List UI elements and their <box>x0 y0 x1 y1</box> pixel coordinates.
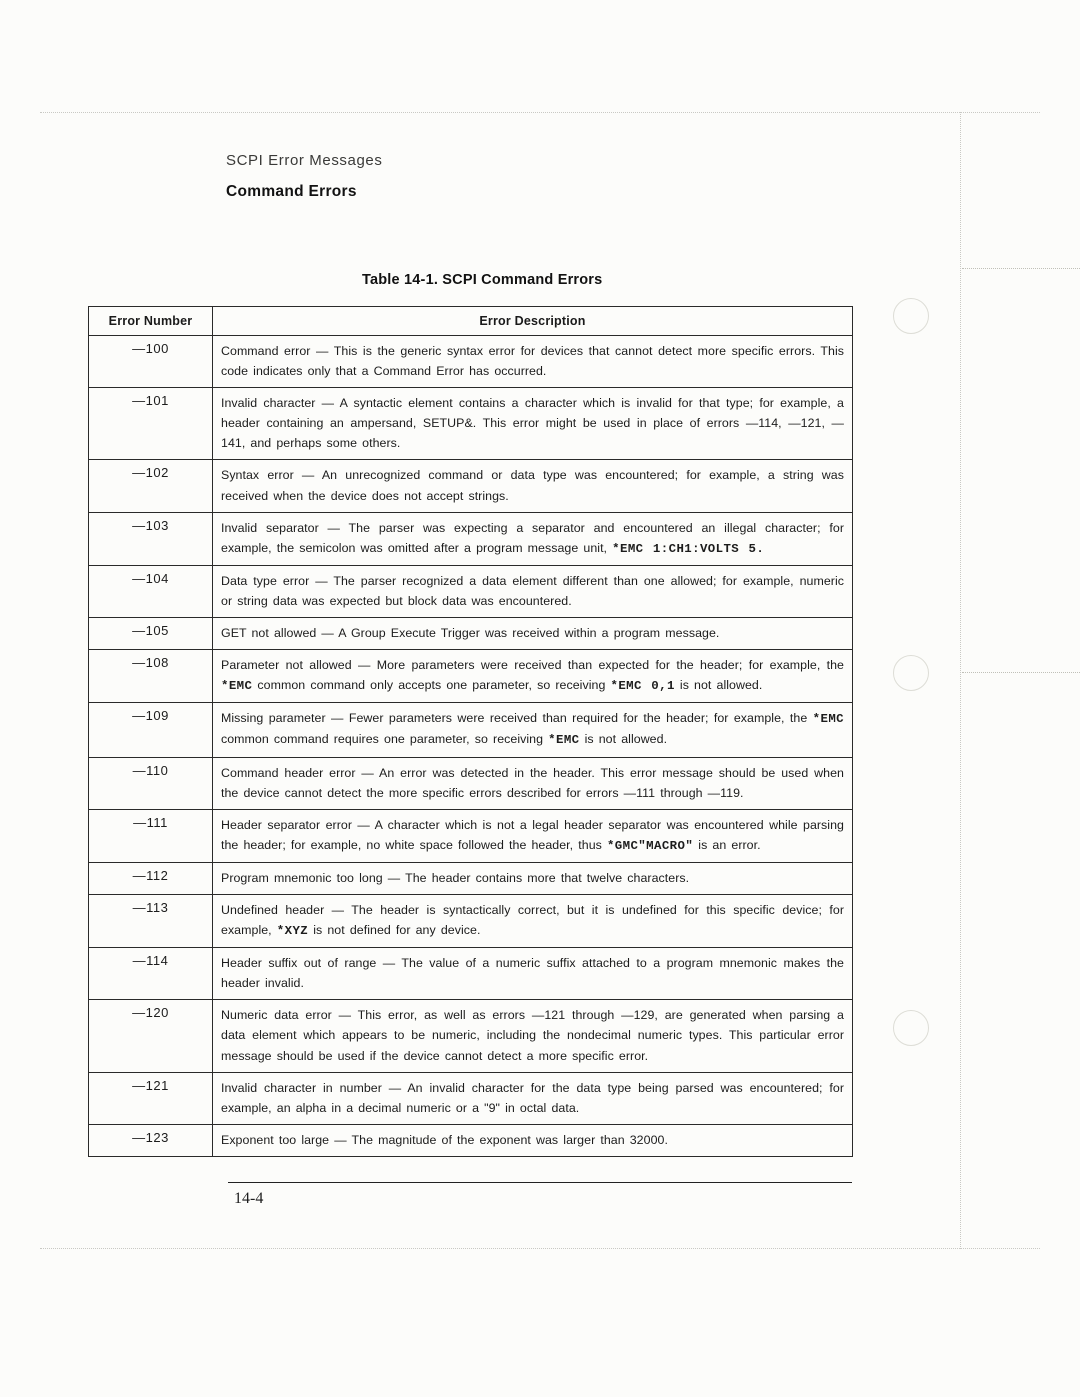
description-text: Undefined header — The header is syntactically correct, but it is undefined for this specific device; for example, <box>221 902 844 938</box>
description-text: Command error — This is the generic syntax error for devices that cannot detect more specific errors. This code indicates only that a Command Error has occurred. <box>221 344 844 379</box>
error-number-cell: —101 <box>89 388 213 460</box>
table-row <box>89 618 853 650</box>
description-text: Data type error — The parser recognized a data element different than one allowed; for example, numeric or string data was expected but block data was encountered. <box>221 573 844 608</box>
description-text: Numeric data error — This error, as well as errors —121 through —129, are generated when parsing a data element which appears to be numeric, including the nondecimal numeric types. This particular error message should be used if the device cannot detect a more specific error. <box>221 1008 844 1063</box>
description-text: Syntax error — An unrecognized command or data type was encountered; for example, a string was received when the device does not accept strings. <box>221 468 844 503</box>
table-row <box>89 757 853 809</box>
error-number-cell: —110 <box>89 757 213 809</box>
table-row <box>89 512 853 565</box>
description-text: Invalid character — A syntactic element contains a character which is invalid for that type; for example, a header containing an ampersand, SETUP&. This error might be used in place of errors —114, —121, —141, and perhaps some others. <box>221 396 844 451</box>
error-description-cell <box>213 618 853 650</box>
description-text: Parameter not allowed — More parameters were received than expected for the header; for example, the <box>221 658 844 673</box>
error-number-cell: —105 <box>89 618 213 650</box>
table-row <box>89 565 853 617</box>
scpi-command-errors-table <box>88 306 853 1157</box>
code-literal: *XYZ <box>276 924 309 939</box>
error-description-cell <box>213 565 853 617</box>
error-number-cell: —102 <box>89 460 213 512</box>
table-row <box>89 894 853 947</box>
running-head: SCPI Error Messages <box>226 152 383 169</box>
error-number-cell: —104 <box>89 565 213 617</box>
error-description-cell <box>213 894 853 947</box>
table-row <box>89 650 853 703</box>
code-literal: *GMC"MACRO" <box>606 838 694 853</box>
description-text: GET not allowed — A Group Execute Trigger was received within a program message. <box>221 626 720 641</box>
table-row <box>89 336 853 388</box>
column-header-error-number: Error Number <box>89 307 213 336</box>
error-number-cell: —114 <box>89 948 213 1000</box>
table-row <box>89 460 853 512</box>
error-description-cell <box>213 388 853 460</box>
description-text: is not defined for any device. <box>308 923 481 938</box>
description-text: is an error. <box>693 837 761 852</box>
section-title: Command Errors <box>226 183 357 200</box>
error-number-cell: —113 <box>89 894 213 947</box>
error-description-cell <box>213 650 853 703</box>
code-literal: *EMC <box>812 712 844 727</box>
description-text: Header separator error — A character which is not a legal header separator was encountered while parsing the header; for example, no white space followed the header, thus <box>221 817 844 852</box>
description-text: common command requires one parameter, so receiving <box>221 732 549 747</box>
table-row <box>89 1000 853 1072</box>
description-text: Command header error — An error was detected in the header. This error message should be used when the device cannot detect the more specific errors described for errors —111 through —119. <box>221 765 844 800</box>
description-text: Invalid separator — The parser was expecting a separator and encountered an illegal character; for example, the semicolon was omitted after a program message unit, <box>221 520 844 555</box>
error-description-cell <box>213 862 853 894</box>
table-row <box>89 1072 853 1124</box>
description-text: Exponent too large — The magnitude of the exponent was larger than 32000. <box>221 1132 668 1147</box>
description-text: Header suffix out of range — The value of a numeric suffix attached to a program mnemonic makes the header invalid. <box>221 956 844 991</box>
table-caption: Table 14-1. SCPI Command Errors <box>362 272 603 288</box>
table-row <box>89 388 853 460</box>
table-row <box>89 809 853 862</box>
error-number-cell: —121 <box>89 1072 213 1124</box>
description-text: Program mnemonic too long — The header contains more that twelve characters. <box>221 870 690 885</box>
error-description-cell <box>213 948 853 1000</box>
error-number-cell: —108 <box>89 650 213 703</box>
error-description-cell <box>213 512 853 565</box>
error-number-cell: —120 <box>89 1000 213 1072</box>
error-description-cell <box>213 1072 853 1124</box>
error-description-cell <box>213 1124 853 1156</box>
error-number-cell: —100 <box>89 336 213 388</box>
error-description-cell <box>213 757 853 809</box>
code-literal: *EMC 0,1 <box>610 679 675 694</box>
table-row <box>89 948 853 1000</box>
error-description-cell <box>213 809 853 862</box>
description-text: is not allowed. <box>674 678 763 693</box>
error-description-cell <box>213 703 853 757</box>
error-number-cell: —111 <box>89 809 213 862</box>
error-description-cell <box>213 336 853 388</box>
code-literal: *EMC 1:CH1:VOLTS 5. <box>612 541 765 556</box>
table-row <box>89 1124 853 1156</box>
table-header-row <box>89 307 853 336</box>
code-literal: *EMC <box>548 733 580 748</box>
column-header-error-description: Error Description <box>213 307 853 336</box>
description-text: is not allowed. <box>579 732 668 747</box>
error-number-cell: —103 <box>89 512 213 565</box>
code-literal: *EMC <box>221 679 253 694</box>
page-number: 14-4 <box>234 1190 264 1207</box>
error-description-cell <box>213 460 853 512</box>
error-number-cell: —109 <box>89 703 213 757</box>
table-row <box>89 703 853 757</box>
error-description-cell <box>213 1000 853 1072</box>
description-text: Missing parameter — Fewer parameters were received than required for the header; for example, the <box>221 711 813 726</box>
error-number-cell: —123 <box>89 1124 213 1156</box>
description-text: Invalid character in number — An invalid character for the data type being parsed was encountered; for example, an alpha in a decimal numeric or a "9" in octal data. <box>221 1080 844 1115</box>
table-row <box>89 862 853 894</box>
error-number-cell: —112 <box>89 862 213 894</box>
description-text: common command only accepts one parameter, so receiving <box>252 678 611 693</box>
footer-rule <box>228 1182 852 1183</box>
